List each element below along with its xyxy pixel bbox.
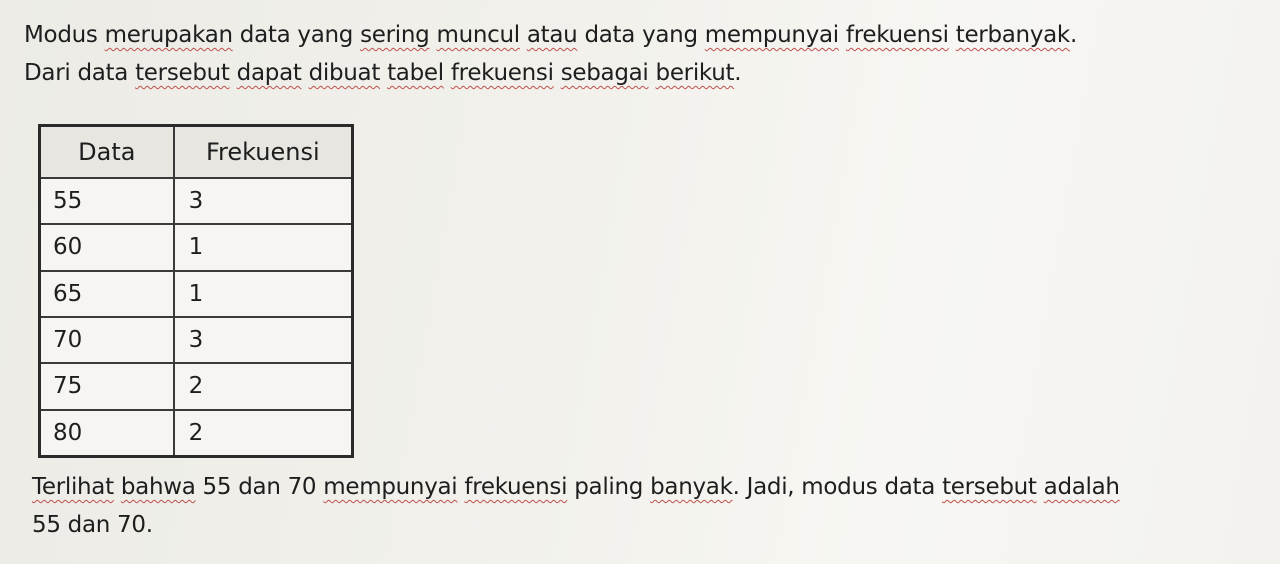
table-row bbox=[40, 317, 353, 363]
frequency-cell: 1 bbox=[174, 271, 353, 317]
frequency-table bbox=[38, 124, 354, 458]
conclusion-paragraph: Terlihat bahwa 55 dan 70 mempunyai frekuensi paling banyak. Jadi, modus data tersebut adalah 55 dan 70. bbox=[32, 474, 1120, 538]
data-cell: 55 bbox=[40, 178, 174, 224]
table-row bbox=[40, 178, 353, 224]
frequency-cell: 3 bbox=[174, 178, 353, 224]
frequency-cell: 2 bbox=[174, 363, 353, 409]
table-row bbox=[40, 410, 353, 457]
table-header-row bbox=[40, 126, 353, 179]
data-cell: 80 bbox=[40, 410, 174, 457]
intro-paragraph: Modus merupakan data yang sering muncul atau data yang mempunyai frekuensi terbanyak. Dari data tersebut dapat dibuat tabel frekuensi sebagai berikut. bbox=[24, 22, 1077, 86]
data-cell: 70 bbox=[40, 317, 174, 363]
header-frequency: Frekuensi bbox=[174, 126, 353, 179]
frequency-cell: 1 bbox=[174, 224, 353, 270]
data-cell: 65 bbox=[40, 271, 174, 317]
table-row bbox=[40, 224, 353, 270]
data-cell: 75 bbox=[40, 363, 174, 409]
frequency-cell: 2 bbox=[174, 410, 353, 457]
header-data: Data bbox=[40, 126, 174, 179]
table-row bbox=[40, 271, 353, 317]
data-cell: 60 bbox=[40, 224, 174, 270]
frequency-cell: 3 bbox=[174, 317, 353, 363]
table-row bbox=[40, 363, 353, 409]
